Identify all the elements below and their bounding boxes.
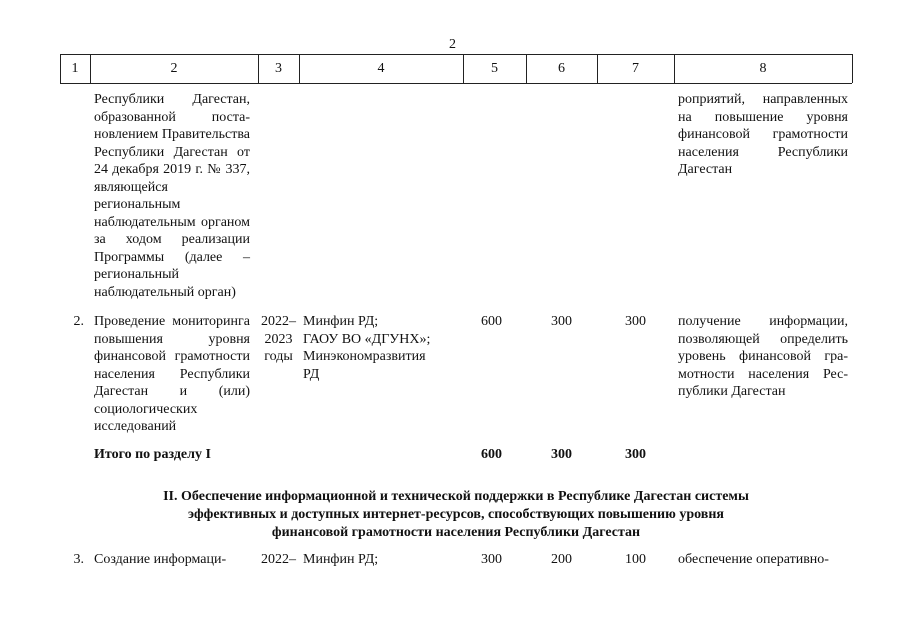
section-heading: II. Обеспечение информационной и технической поддержки в Республике Дагестан системы эффективных и доступных интернет-ресурсов, способствующих повышению уровня финансовой грамотности населения Республики Дагестан [163,489,749,540]
row-number: 3. [73,552,84,567]
amount-2023-cell: 100 [625,552,646,567]
total-amount-cell: 600 [481,314,502,329]
column-header: 3 [275,61,282,76]
section-total-2023: 300 [625,447,646,462]
header-divider [852,54,853,83]
column-header: 4 [377,61,385,76]
row-number: 2. [73,314,84,329]
header-top-rule [60,54,852,55]
column-header: 2 [170,61,178,76]
column-header: 5 [491,61,498,76]
section-total-label: Итого по разделу I [94,447,211,462]
section-total-2022: 300 [551,447,572,462]
period-cell: 2022– 2023 годы [261,314,296,364]
amount-2022-cell: 300 [551,314,572,329]
section-total-amount: 600 [481,447,502,462]
header-bottom-rule [60,83,852,84]
executors-cell: Минфин РД; [303,552,379,567]
activity-cell: Создание информаци- [94,552,227,567]
total-amount-cell: 300 [481,552,502,567]
continued-result-text: роприятий, направленных на повышение уровня финансовой грамотности населения Республики Дагестан [678,92,848,177]
activity-cell: Проведение мониторинга повышения уровня финансовой грамотности населения Республики Дагестан и (или) социологических исследований [94,314,250,434]
column-header: 7 [632,61,639,76]
period-cell: 2022– [261,552,296,567]
result-cell: обеспечение оперативно- [678,552,829,567]
page-number: 2 [449,37,456,52]
executors-cell: Минфин РД; ГАОУ ВО «ДГУНХ»; Минэкономразвития РД [303,314,431,382]
amount-2023-cell: 300 [625,314,646,329]
column-header: 1 [71,61,79,76]
result-cell: получение информации, позволяющей определить уровень финансовой грамотности населения Республики Дагестан [678,314,848,399]
continued-activity-text: Республики Дагестан, образованной постановлением Правительства Республики Дагестан от 24 декабря 2019 г. № 337, являющейся региональным наблюдательным органом за ходом реализации Программы (далее – региональный наблюдательный орган) [94,92,250,300]
column-header: 6 [558,61,565,76]
column-header: 8 [759,61,767,76]
amount-2022-cell: 200 [551,552,572,567]
